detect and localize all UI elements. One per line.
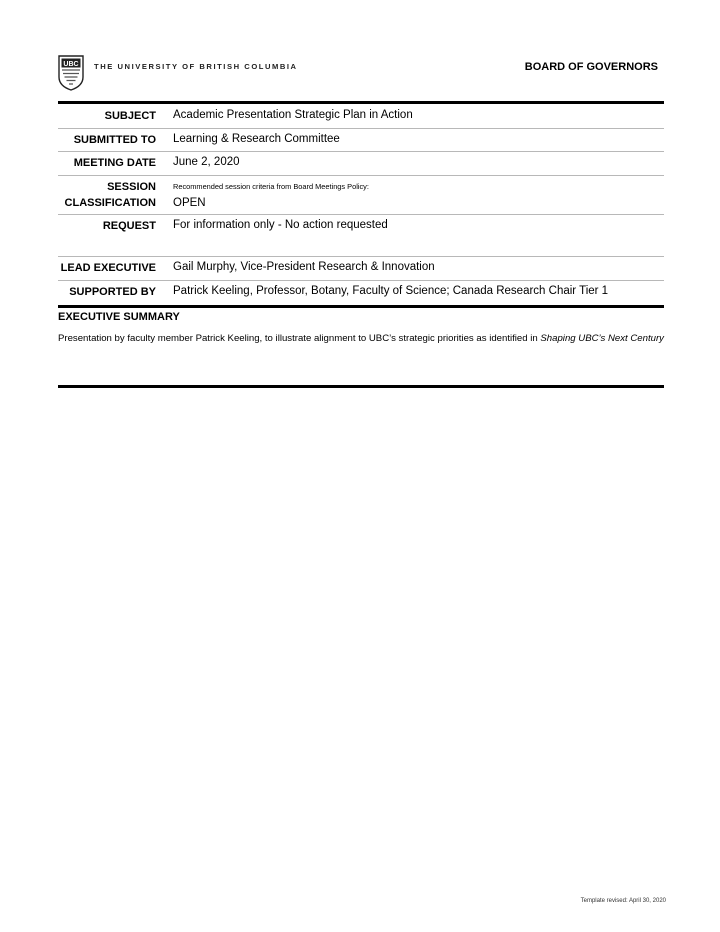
- row-divider: [58, 256, 664, 257]
- request-label: REQUEST: [102, 220, 156, 232]
- ubc-logo-icon: [58, 55, 84, 91]
- row-divider: [58, 214, 664, 215]
- row-divider: [58, 151, 664, 152]
- row-divider: [58, 175, 664, 176]
- row-divider: [58, 128, 664, 129]
- board-title: BOARD OF GOVERNORS: [524, 61, 658, 73]
- executive-summary-heading: EXECUTIVE SUMMARY: [58, 311, 180, 323]
- submitted-to-label: SUBMITTED TO: [73, 134, 156, 146]
- executive-summary-text: [58, 331, 664, 346]
- session-label: SESSION: [107, 181, 156, 193]
- session-criteria-note: Recommended session criteria from Board Meetings Policy:: [173, 182, 369, 191]
- summary-body: Presentation by faculty member Patrick Keeling, to illustrate alignment to UBC’s strategic priorities as identified in: [58, 333, 541, 344]
- session-classification-value: OPEN: [173, 197, 206, 209]
- lead-executive-label: LEAD EXECUTIVE: [60, 262, 156, 274]
- subject-value: Academic Presentation Strategic Plan in Action: [173, 109, 413, 121]
- template-revised-note: Template revised: April 30, 2020: [580, 898, 666, 904]
- subject-label: SUBJECT: [104, 110, 156, 122]
- summary-italic-title: Shaping UBC’s Next Century: [540, 333, 664, 344]
- document-header: [58, 55, 664, 97]
- classification-label: CLASSIFICATION: [64, 197, 156, 209]
- university-name: THE UNIVERSITY OF BRITISH COLUMBIA: [94, 62, 298, 71]
- row-divider: [58, 280, 664, 281]
- fields-divider: [58, 305, 664, 308]
- lead-executive-value: Gail Murphy, Vice-President Research & Innovation: [173, 261, 435, 273]
- logo-text: UBC: [63, 60, 79, 68]
- supported-by-value: Patrick Keeling, Professor, Botany, Faculty of Science; Canada Research Chair Tier 1: [173, 285, 609, 297]
- meeting-date-label: MEETING DATE: [73, 157, 156, 169]
- meeting-date-value: June 2, 2020: [173, 156, 240, 168]
- supported-by-label: SUPPORTED BY: [69, 286, 156, 298]
- submitted-to-value: Learning & Research Committee: [173, 133, 340, 145]
- request-value: For information only - No action requested: [173, 219, 388, 231]
- summary-divider: [58, 385, 664, 388]
- header-divider: [58, 101, 664, 104]
